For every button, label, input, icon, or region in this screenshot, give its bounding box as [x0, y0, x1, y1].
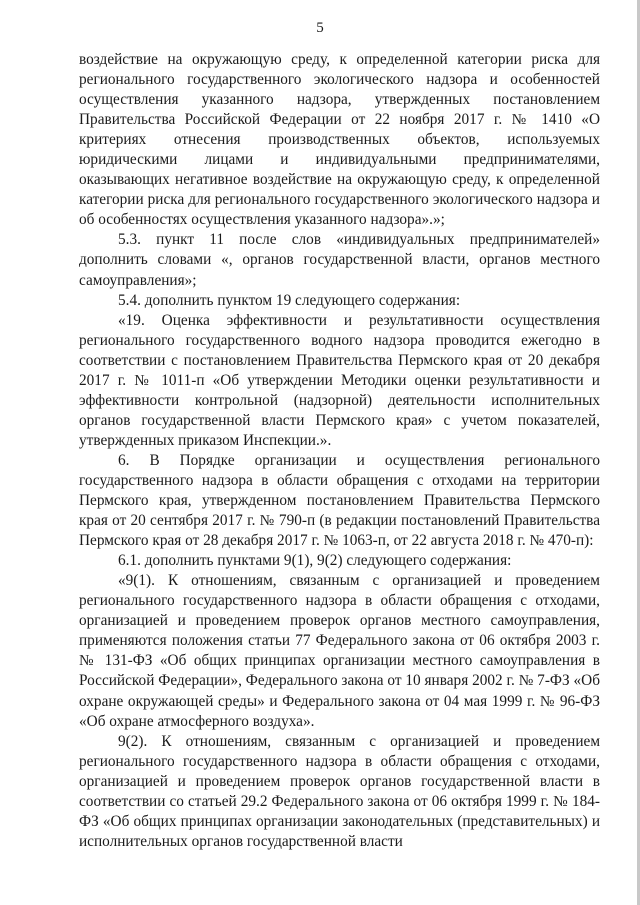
paragraph-6: 6. В Порядке организации и осуществления регионального государственного надзора в области обращения с отходами на территории Пермского края, утвержденном постановлением Правительства Пермского края от 20 сентября 2017 г. № 790-п (в редакции постановлений Правительства Пермского края от 28 декабря 2017 г. № 1063-п, от 22 августа 2018 г. № 470-п):: [79, 451, 600, 550]
document-body: [79, 50, 600, 852]
paragraph-5-3: 5.3. пункт 11 после слов «индивидуальных предпринимателей» дополнить словами «, органов государственной власти, органов местного самоуправления»;: [79, 231, 600, 289]
paragraph-5-4: 5.4. дополнить пунктом 19 следующего содержания:: [118, 291, 461, 309]
page-number: 5: [316, 20, 324, 36]
paragraph-1-continuation: воздействие на окружающую среду, к определенной категории риска для регионального государственного экологического надзора и особенностей осуществления указанного надзора, утвержденных постановлением Правительства Российской Федерации от 22 ноября 2017 г. № 1410 «О критериях отнесения производственных объектов, используемых юридическими лицами и индивидуальными предпринимателями, оказывающих негативное воздействие на окружающую среду, к определенной категории риска для регионального государственного экологического надзора и об особенностях осуществления указанного надзора».»;: [79, 51, 600, 229]
paragraph-6-1: 6.1. дополнить пунктами 9(1), 9(2) следующего содержания:: [118, 552, 512, 570]
paragraph-19: «19. Оценка эффективности и результативности осуществления регионального государственного водного надзора проводится ежегодно в соответствии с постановлением Правительства Пермского края от 20 декабря 2017 г. № 1011-п «Об утверждении Методики оценки результативности и эффективности контрольной (надзорной) деятельности исполнительных органов государственной власти Пермского края» с учетом показателей, утвержденных приказом Инспекции.».: [79, 311, 600, 449]
paragraph-9-2: 9(2). К отношениям, связанным с организацией и проведением регионального государственного надзора в области обращения с отходами, организацией и проведением проверок органов государственной власти в соответствии со статьей 29.2 Федерального закона от 06 октября 1999 г. № 184-ФЗ «Об общих принципах организации законодательных (представительных) и исполнительных органов государственной власти: [79, 732, 600, 850]
paragraph-9-1: «9(1). К отношениям, связанным с организацией и проведением регионального государственного надзора в области обращения с отходами, организацией и проведением проверок органов местного самоуправления, применяются положения статьи 77 Федерального закона от 06 октября 2003 г. № 131-ФЗ «Об общих принципах организации местного самоуправления в Российской Федерации», Федерального закона от 10 января 2002 г. № 7-ФЗ «Об охране окружающей среды» и Федерального закона от 04 мая 1999 г. № 96-ФЗ «Об охране атмосферного воздуха».: [79, 572, 600, 730]
